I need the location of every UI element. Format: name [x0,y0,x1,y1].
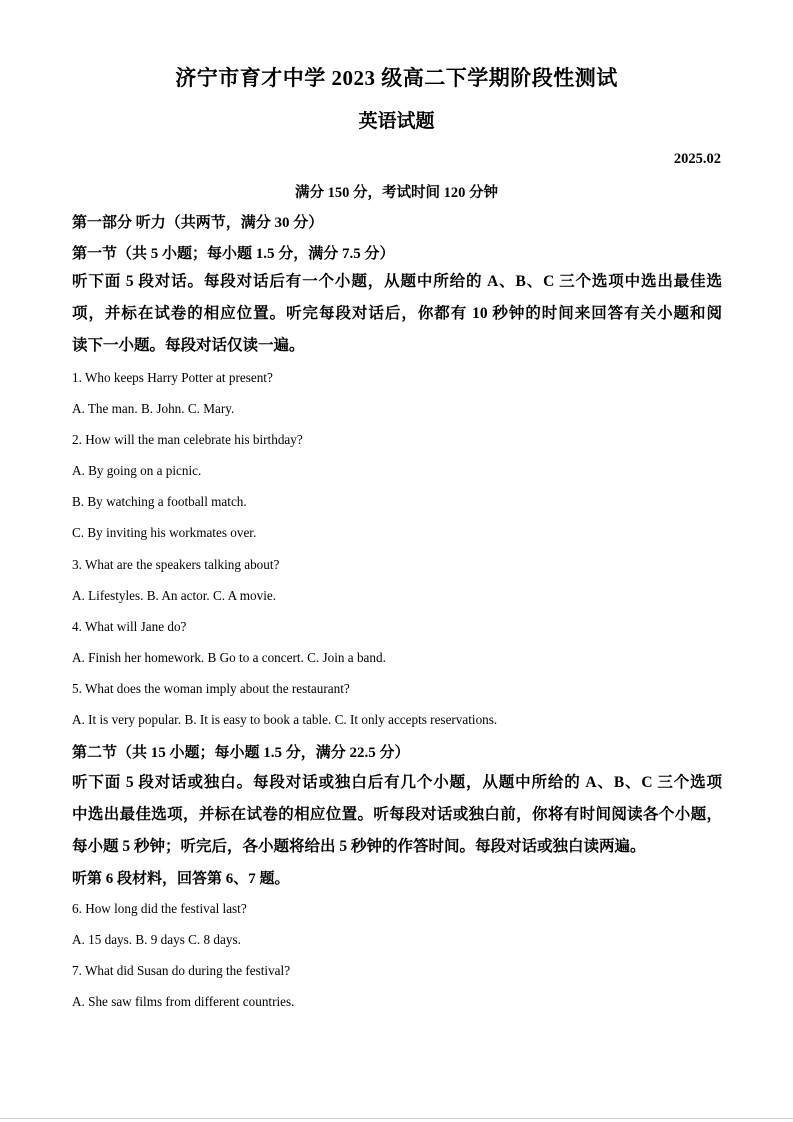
question-6: 6. How long did the festival last? [72,901,247,916]
instruction-line: 每小题 5 秒钟；听完后，各小题将给出 5 秒钟的作答时间。每段对话或独白读两遍。 [72,838,646,855]
instruction-line: 读下一小题。每段对话仅读一遍。 [72,337,305,354]
answer-options: A. The man. B. John. C. Mary. [72,401,235,416]
question-2: 2. How will the man celebrate his birthday? [72,432,303,447]
section2-heading: 第二节（共 15 小题；每小题 1.5 分，满分 22.5 分） [72,745,410,761]
exam-title: 济宁市育才中学 2023 级高二下学期阶段性测试 [175,66,618,90]
answer-options: A. Finish her homework. B Go to a concert. C. Join a band. [72,650,386,665]
score-time-line: 满分 150 分，考试时间 120 分钟 [295,185,498,201]
answer-options: A. Lifestyles. B. An actor. C. A movie. [72,588,277,603]
answer-option: A. She saw films from different countries. [72,994,295,1009]
exam-date: 2025.02 [673,151,721,167]
instruction-line: 项，并标在试卷的相应位置。听完每段对话后，你都有 10 秒钟的时间来回答有关小题和阅 [72,305,722,322]
answer-option: B. By watching a football match. [72,494,247,509]
section1-heading: 第一节（共 5 小题；每小题 1.5 分，满分 7.5 分） [72,246,395,262]
question-7: 7. What did Susan do during the festival? [72,963,291,978]
page-bottom-rule [0,1118,793,1119]
answer-options: A. 15 days. B. 9 days C. 8 days. [72,932,241,947]
section2-instructions [72,767,722,863]
question-4: 4. What will Jane do? [72,619,187,634]
answer-options: A. It is very popular. B. It is easy to book a table. C. It only accepts reservations. [72,712,498,727]
question-1: 1. Who keeps Harry Potter at present? [72,370,273,385]
instruction-line: 中选出最佳选项，并标在试卷的相应位置。听每段对话或独白前，你将有时间阅读各个小题， [72,806,722,823]
question-5: 5. What does the woman imply about the restaurant? [72,681,350,696]
answer-option: A. By going on a picnic. [72,463,202,478]
part1-heading: 第一部分 听力（共两节，满分 30 分） [72,215,324,231]
instruction-line: 听下面 5 段对话或独白。每段对话或独白后有几个小题，从题中所给的 A、B、C 三个选项 [72,774,722,791]
question-3: 3. What are the speakers talking about? [72,557,280,572]
material-heading: 听第 6 段材料，回答第 6、7 题。 [72,871,290,887]
exam-subject: 英语试题 [358,111,435,132]
instruction-line: 听下面 5 段对话。每段对话后有一个小题，从题中所给的 A、B、C 三个选项中选出最佳选 [72,273,722,290]
answer-option: C. By inviting his workmates over. [72,525,257,540]
section1-instructions [72,266,722,362]
